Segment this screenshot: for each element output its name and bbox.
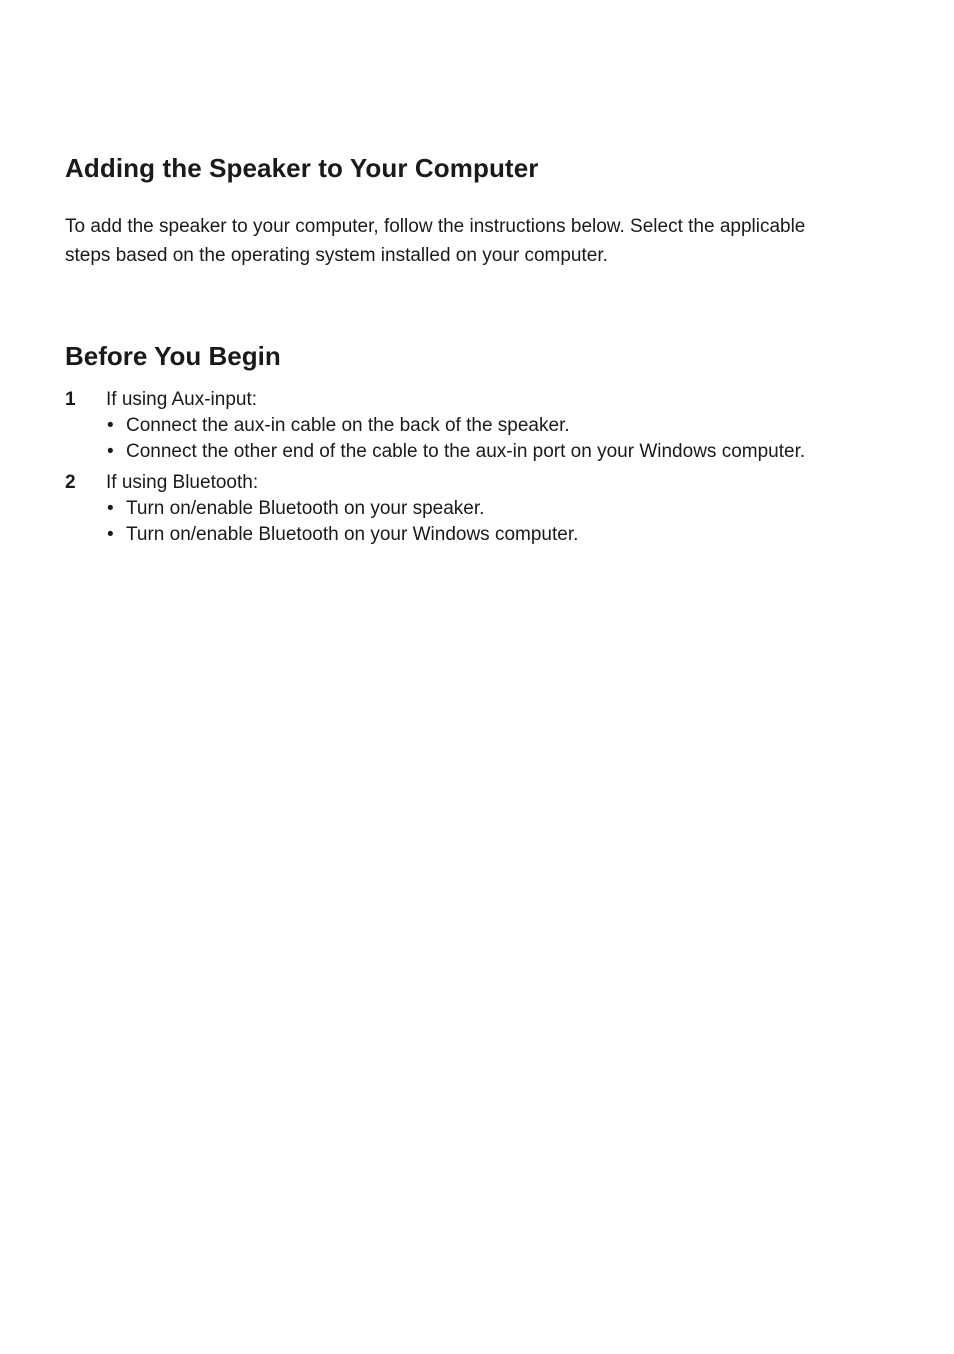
- step-text: If using Bluetooth:: [106, 472, 259, 493]
- section-title-adding-speaker: Adding the Speaker to Your Computer: [65, 153, 539, 183]
- bullet-list: [106, 496, 845, 547]
- bullet-list: [106, 413, 845, 464]
- bullet-icon: •: [107, 524, 114, 545]
- step-number: 1: [65, 389, 76, 410]
- bullet-text: Turn on/enable Bluetooth on your speaker.: [126, 498, 485, 519]
- bullet-text: Turn on/enable Bluetooth on your Windows computer.: [126, 524, 579, 545]
- bullet-item: [106, 413, 845, 438]
- bullet-text: Connect the other end of the cable to the aux-in port on your Windows computer.: [126, 441, 806, 462]
- bullet-item: [106, 522, 845, 547]
- bullet-item: [106, 439, 845, 464]
- step-number: 2: [65, 472, 76, 493]
- steps-list: [65, 387, 845, 553]
- step-text: If using Aux-input:: [106, 389, 258, 410]
- bullet-text: Connect the aux-in cable on the back of the speaker.: [126, 415, 570, 436]
- bullet-icon: •: [107, 415, 114, 436]
- step-item-2: [65, 470, 845, 547]
- section-title-before-you-begin: Before You Begin: [65, 341, 281, 371]
- intro-paragraph: To add the speaker to your computer, follow the instructions below. Select the applicable steps based on the operating system installed on your computer.: [65, 216, 806, 266]
- bullet-icon: •: [107, 498, 114, 519]
- step-item-1: [65, 387, 845, 464]
- bullet-item: [106, 496, 845, 521]
- bullet-icon: •: [107, 441, 114, 462]
